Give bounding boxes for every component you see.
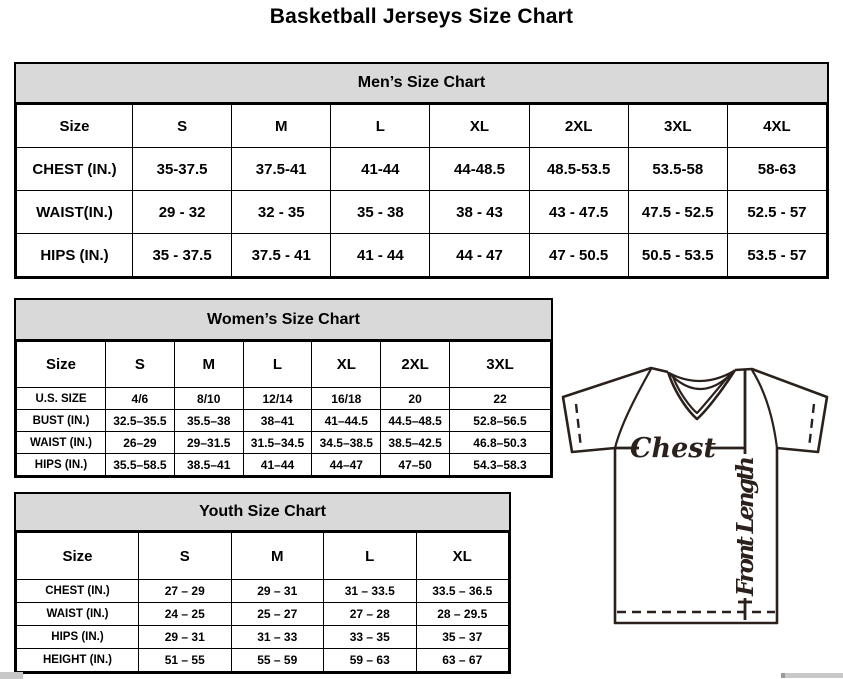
youth-size-cell: 31 – 33.5 [324, 580, 417, 603]
women-size-cell: 35.5–58.5 [106, 454, 175, 476]
women-row-label: BUST (IN.) [17, 410, 106, 432]
youth-column-header-xl: XL [416, 533, 509, 580]
front-length-label: Front Length [732, 456, 759, 596]
men-size-cell: 41 - 44 [331, 234, 430, 277]
women-column-header-3xl: 3XL [450, 342, 551, 388]
women-size-cell: 35.5–38 [174, 410, 243, 432]
youth-size-cell: 59 – 63 [324, 649, 417, 672]
women-size-cell: 8/10 [174, 388, 243, 410]
womens-size-table [16, 341, 551, 476]
men-size-cell: 47 - 50.5 [529, 234, 628, 277]
women-size-cell: 44.5–48.5 [381, 410, 450, 432]
women-size-cell: 38.5–42.5 [381, 432, 450, 454]
men-size-cell: 38 - 43 [430, 191, 529, 234]
women-size-cell: 41–44.5 [312, 410, 381, 432]
men-size-cell: 37.5 - 41 [232, 234, 331, 277]
men-row-label: CHEST (IN.) [17, 148, 133, 191]
youth-size-chart [14, 492, 511, 674]
jersey-right-armhole-seam [752, 370, 777, 448]
chest-label: Chest [630, 433, 716, 464]
men-size-cell: 48.5-53.5 [529, 148, 628, 191]
women-size-cell: 12/14 [243, 388, 312, 410]
men-size-cell: 32 - 35 [232, 191, 331, 234]
youth-chart-caption: Youth Size Chart [16, 494, 509, 532]
women-size-cell: 32.5–35.5 [106, 410, 175, 432]
mens-chart-caption: Men’s Size Chart [16, 64, 827, 104]
page-title: Basketball Jerseys Size Chart [269, 5, 574, 28]
men-row-label: WAIST(IN.) [17, 191, 133, 234]
youth-size-cell: 27 – 28 [324, 603, 417, 626]
women-size-cell: 46.8–50.3 [450, 432, 551, 454]
youth-row-label: WAIST (IN.) [17, 603, 139, 626]
youth-size-cell: 55 – 59 [231, 649, 324, 672]
youth-size-cell: 25 – 27 [231, 603, 324, 626]
women-size-cell: 47–50 [381, 454, 450, 476]
women-column-header-size: Size [17, 342, 106, 388]
youth-size-cell: 29 – 31 [231, 580, 324, 603]
youth-size-cell: 24 – 25 [139, 603, 232, 626]
youth-column-header-s: S [139, 533, 232, 580]
mens-size-table [16, 104, 827, 277]
women-size-cell: 54.3–58.3 [450, 454, 551, 476]
youth-size-cell: 29 – 31 [139, 626, 232, 649]
youth-row-label: HEIGHT (IN.) [17, 649, 139, 672]
youth-size-cell: 63 – 67 [416, 649, 509, 672]
women-size-cell: 20 [381, 388, 450, 410]
jersey-outline [563, 368, 827, 623]
women-row-label: HIPS (IN.) [17, 454, 106, 476]
men-size-cell: 44 - 47 [430, 234, 529, 277]
men-size-cell: 47.5 - 52.5 [628, 191, 727, 234]
youth-size-cell: 51 – 55 [139, 649, 232, 672]
jersey-left-cuff-dashed-line [576, 404, 581, 448]
youth-size-cell: 27 – 29 [139, 580, 232, 603]
men-size-cell: 37.5-41 [232, 148, 331, 191]
men-size-cell: 53.5-58 [628, 148, 727, 191]
men-column-header-m: M [232, 105, 331, 148]
men-size-cell: 44-48.5 [430, 148, 529, 191]
women-size-cell: 41–44 [243, 454, 312, 476]
youth-size-cell: 35 – 37 [416, 626, 509, 649]
men-column-header-3xl: 3XL [628, 105, 727, 148]
women-size-cell: 31.5–34.5 [243, 432, 312, 454]
men-size-cell: 35 - 37.5 [133, 234, 232, 277]
youth-size-cell: 31 – 33 [231, 626, 324, 649]
youth-column-header-size: Size [17, 533, 139, 580]
women-size-cell: 29–31.5 [174, 432, 243, 454]
youth-row-label: HIPS (IN.) [17, 626, 139, 649]
men-column-header-xl: XL [430, 105, 529, 148]
women-column-header-2xl: 2XL [381, 342, 450, 388]
men-size-cell: 29 - 32 [133, 191, 232, 234]
youth-size-cell: 28 – 29.5 [416, 603, 509, 626]
women-column-header-s: S [106, 342, 175, 388]
mens-size-chart [14, 62, 829, 279]
men-size-cell: 35-37.5 [133, 148, 232, 191]
youth-size-table [16, 532, 509, 672]
men-column-header-size: Size [17, 105, 133, 148]
women-row-label: WAIST (IN.) [17, 432, 106, 454]
youth-size-cell: 33.5 – 36.5 [416, 580, 509, 603]
women-row-label: U.S. SIZE [17, 388, 106, 410]
men-row-label: HIPS (IN.) [17, 234, 133, 277]
women-size-cell: 38–41 [243, 410, 312, 432]
jersey-right-cuff-dashed-line [809, 404, 814, 448]
women-size-cell: 16/18 [312, 388, 381, 410]
men-column-header-2xl: 2XL [529, 105, 628, 148]
women-size-cell: 44–47 [312, 454, 381, 476]
youth-column-header-m: M [231, 533, 324, 580]
men-column-header-l: L [331, 105, 430, 148]
horizontal-scrollbar-left-fragment[interactable] [0, 672, 23, 679]
men-size-cell: 53.5 - 57 [727, 234, 826, 277]
women-size-cell: 38.5–41 [174, 454, 243, 476]
women-size-cell: 52.8–56.5 [450, 410, 551, 432]
youth-row-label: CHEST (IN.) [17, 580, 139, 603]
women-size-cell: 26–29 [106, 432, 175, 454]
men-size-cell: 50.5 - 53.5 [628, 234, 727, 277]
men-size-cell: 43 - 47.5 [529, 191, 628, 234]
women-column-header-m: M [174, 342, 243, 388]
women-size-cell: 4/6 [106, 388, 175, 410]
horizontal-scrollbar-right-fragment[interactable] [785, 673, 843, 678]
men-column-header-s: S [133, 105, 232, 148]
youth-column-header-l: L [324, 533, 417, 580]
youth-size-cell: 33 – 35 [324, 626, 417, 649]
women-column-header-l: L [243, 342, 312, 388]
women-column-header-xl: XL [312, 342, 381, 388]
men-size-cell: 35 - 38 [331, 191, 430, 234]
men-size-cell: 41-44 [331, 148, 430, 191]
womens-size-chart [14, 298, 553, 478]
men-column-header-4xl: 4XL [727, 105, 826, 148]
jersey-measurement-diagram-icon [555, 360, 835, 632]
women-size-cell: 22 [450, 388, 551, 410]
men-size-cell: 52.5 - 57 [727, 191, 826, 234]
womens-chart-caption: Women’s Size Chart [16, 300, 551, 341]
women-size-cell: 34.5–38.5 [312, 432, 381, 454]
men-size-cell: 58-63 [727, 148, 826, 191]
